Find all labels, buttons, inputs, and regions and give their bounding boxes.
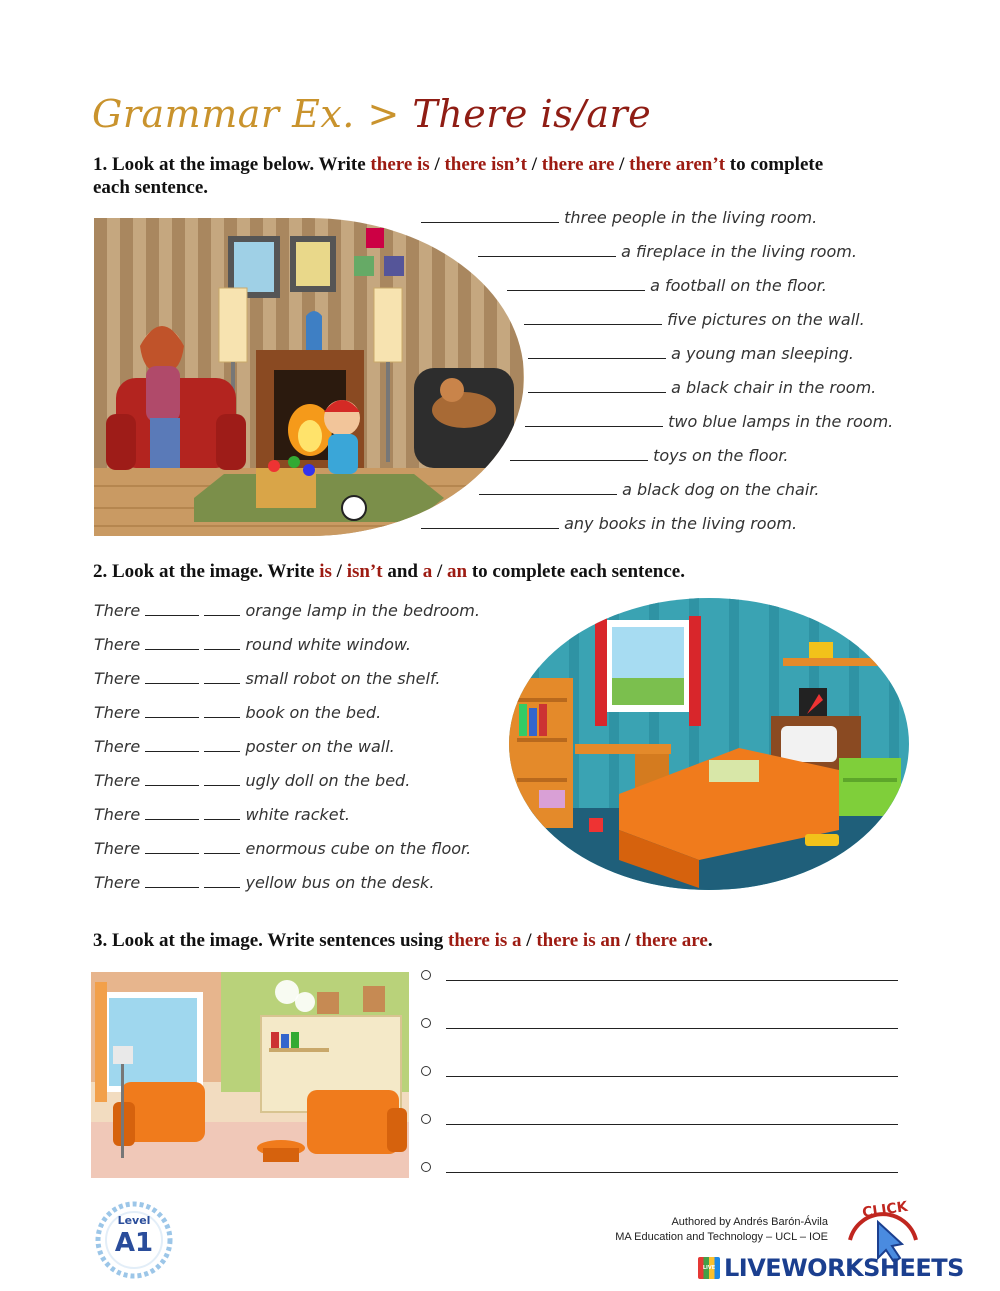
- ex2-item-1: There orange lamp in the bedroom.: [94, 601, 480, 620]
- ex1-blank-2[interactable]: [478, 242, 616, 257]
- ex2-blank-7b[interactable]: [204, 805, 240, 820]
- ex1-item-3: a football on the floor.: [507, 276, 827, 295]
- ex3-bullet-5: [421, 1162, 431, 1172]
- ex1-blank-3[interactable]: [507, 276, 645, 291]
- ex1-item-8: toys on the floor.: [510, 446, 789, 465]
- author-degree: MA Education and Technology – UCL – IOE: [615, 1231, 828, 1243]
- ex1-blank-1[interactable]: [421, 208, 559, 223]
- ex1-blank-8[interactable]: [510, 446, 648, 461]
- ex3-bullet-3: [421, 1066, 431, 1076]
- ex1-blank-9[interactable]: [479, 480, 617, 495]
- ex1-instruction: 1. Look at the image below. Write there is / there isn’t / there are / there aren’t to complete each sentence.: [93, 154, 824, 198]
- ex2-blank-3b[interactable]: [204, 669, 240, 684]
- title-topic: There is/are: [412, 92, 652, 136]
- ex2-item-9: There yellow bus on the desk.: [94, 873, 435, 892]
- author-credit: [520, 1216, 828, 1243]
- ex2-blank-8b[interactable]: [204, 839, 240, 854]
- ex3-bullet-2: [421, 1018, 431, 1028]
- ex2-blank-4a[interactable]: [145, 703, 199, 718]
- ex3-instruction: 3. Look at the image. Write sentences using there is a / there is an / there are.: [93, 930, 713, 951]
- ex2-blank-1b[interactable]: [204, 601, 240, 616]
- ex2-blank-2b[interactable]: [204, 635, 240, 650]
- ex1-item-7: two blue lamps in the room.: [525, 412, 893, 431]
- lounge-image: [91, 972, 409, 1178]
- ex3-bullet-4: [421, 1114, 431, 1124]
- ex2-item-3: There small robot on the shelf.: [94, 669, 441, 688]
- living-room-image: [94, 218, 524, 536]
- ex1-item-6: a black chair in the room.: [528, 378, 876, 397]
- ex2-item-8: There enormous cube on the floor.: [94, 839, 472, 858]
- click-logo: [838, 1200, 928, 1262]
- ex2-blank-4b[interactable]: [204, 703, 240, 718]
- bedroom-image: [509, 598, 909, 890]
- ex2-blank-5b[interactable]: [204, 737, 240, 752]
- ex1-blank-7[interactable]: [525, 412, 663, 427]
- ex2-blank-9b[interactable]: [204, 873, 240, 888]
- ex1-item-5: a young man sleeping.: [528, 344, 854, 363]
- brand-name: LIVEWORKSHEETS: [724, 1254, 964, 1282]
- ex2-blank-9a[interactable]: [145, 873, 199, 888]
- ex2-blank-5a[interactable]: [145, 737, 199, 752]
- ex3-answer-line-3[interactable]: [446, 1076, 898, 1077]
- ex2-blank-6b[interactable]: [204, 771, 240, 786]
- title-prefix: Grammar Ex. >: [92, 92, 400, 136]
- ex2-instruction: 2. Look at the image. Write is / isn’t and a / an to complete each sentence.: [93, 561, 685, 582]
- ex2-blank-2a[interactable]: [145, 635, 199, 650]
- ex1-blank-4[interactable]: [524, 310, 662, 325]
- level-badge: [94, 1200, 174, 1280]
- ex1-blank-6[interactable]: [528, 378, 666, 393]
- ex2-blank-6a[interactable]: [145, 771, 199, 786]
- ex2-blank-8a[interactable]: [145, 839, 199, 854]
- ex3-answer-line-5[interactable]: [446, 1172, 898, 1173]
- ex1-item-1: three people in the living room.: [421, 208, 817, 227]
- ex1-item-2: a fireplace in the living room.: [478, 242, 857, 261]
- ex1-blank-5[interactable]: [528, 344, 666, 359]
- ex2-blank-7a[interactable]: [145, 805, 199, 820]
- ex3-bullet-1: [421, 970, 431, 980]
- ex2-item-5: There poster on the wall.: [94, 737, 395, 756]
- ex2-list: [94, 601, 480, 907]
- ex1-item-9: a black dog on the chair.: [479, 480, 819, 499]
- ex3-answer-line-1[interactable]: [446, 980, 898, 981]
- ex2-item-4: There book on the bed.: [94, 703, 382, 722]
- author-name: Authored by Andrés Barón-Ávila: [671, 1216, 828, 1228]
- level-value: A1: [114, 1228, 154, 1258]
- liveworksheets-brand: [698, 1254, 964, 1284]
- ex3-answer-line-2[interactable]: [446, 1028, 898, 1029]
- ex2-blank-3a[interactable]: [145, 669, 199, 684]
- ex2-item-2: There round white window.: [94, 635, 411, 654]
- ex3-answer-line-4[interactable]: [446, 1124, 898, 1125]
- click-logo-text: CLICK: [861, 1198, 909, 1222]
- ex1-item-10: any books in the living room.: [421, 514, 797, 533]
- page-title: [92, 92, 651, 136]
- level-label: Level: [117, 1214, 151, 1227]
- ex2-item-6: There ugly doll on the bed.: [94, 771, 411, 790]
- ex1-blank-10[interactable]: [421, 514, 559, 529]
- ex2-item-7: There white racket.: [94, 805, 350, 824]
- brand-tiles-logo: LIVE: [698, 1257, 720, 1279]
- ex2-blank-1a[interactable]: [145, 601, 199, 616]
- ex1-item-4: five pictures on the wall.: [524, 310, 865, 329]
